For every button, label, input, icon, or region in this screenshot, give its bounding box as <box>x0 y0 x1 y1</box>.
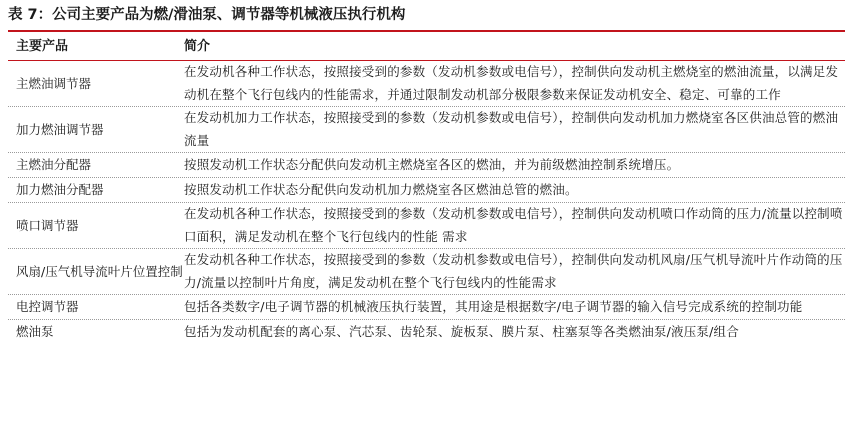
table-row <box>8 249 845 295</box>
product-table <box>8 33 845 344</box>
table-row <box>8 153 845 178</box>
table-row <box>8 107 845 153</box>
row-product: 燃油泵 <box>16 324 54 339</box>
table-row <box>8 320 845 344</box>
row-product: 风扇/压气机导流叶片位置控制 <box>16 263 183 279</box>
table-row <box>8 295 845 320</box>
table-row <box>8 203 845 249</box>
row-intro: 在发动机各种工作状态，按照接受到的参数（发动机参数或电信号），控制供向发动机喷口作动筒的压力/流量以控制喷口面积，满足发动机在整个飞行包线内的性能 需求 <box>184 206 843 244</box>
header-product: 主要产品 <box>16 39 69 54</box>
top-rule <box>8 30 845 32</box>
row-intro: 包括为发动机配套的离心泵、汽芯泵、齿轮泵、旋板泵、膜片泵、柱塞泵等各类燃油泵/液压泵/组合 <box>184 323 739 339</box>
row-intro: 包括各类数字/电子调节器的机械液压执行装置，其用途是根据数字/电子调节器的输入信号完成系统的控制功能 <box>184 298 803 314</box>
table-row <box>8 61 845 107</box>
table-caption: 表 7：公司主要产品为燃/滑油泵、调节器等机械液压执行机构 <box>8 7 406 23</box>
row-intro: 按照发动机工作状态分配供向发动机主燃烧室各区的燃油，并为前级燃油控制系统增压。 <box>184 156 680 172</box>
row-product: 电控调节器 <box>16 299 79 314</box>
table-row <box>8 178 845 203</box>
row-intro: 按照发动机工作状态分配供向发动机加力燃烧室各区燃油总管的燃油。 <box>184 181 578 197</box>
row-product: 加力燃油分配器 <box>16 182 104 197</box>
row-product: 主燃油调节器 <box>16 75 92 91</box>
row-product: 喷口调节器 <box>16 217 79 233</box>
row-intro: 在发动机各种工作状态，按照接受到的参数（发动机参数或电信号），控制供向发动机主燃烧室的燃油流量，以满足发动机在整个飞行包线内的性能需求，并通过限制发动机部分极限参数来保证发动机安全、稳定、可靠的工作 <box>184 64 839 102</box>
row-intro: 在发动机各种工作状态，按照接受到的参数（发动机参数或电信号），控制供向发动机风扇/压气机导流叶片作动筒的压力/流量以控制叶片角度，满足发动机在整个飞行包线内的性能需求 <box>184 252 843 290</box>
table-header <box>8 33 845 61</box>
header-intro: 简介 <box>184 39 211 54</box>
row-intro: 在发动机加力工作状态，按照接受到的参数（发动机参数或电信号），控制供向发动机加力燃烧室各区供油总管的燃油流量 <box>184 110 839 148</box>
row-product: 主燃油分配器 <box>16 157 92 172</box>
row-product: 加力燃油调节器 <box>16 121 104 137</box>
